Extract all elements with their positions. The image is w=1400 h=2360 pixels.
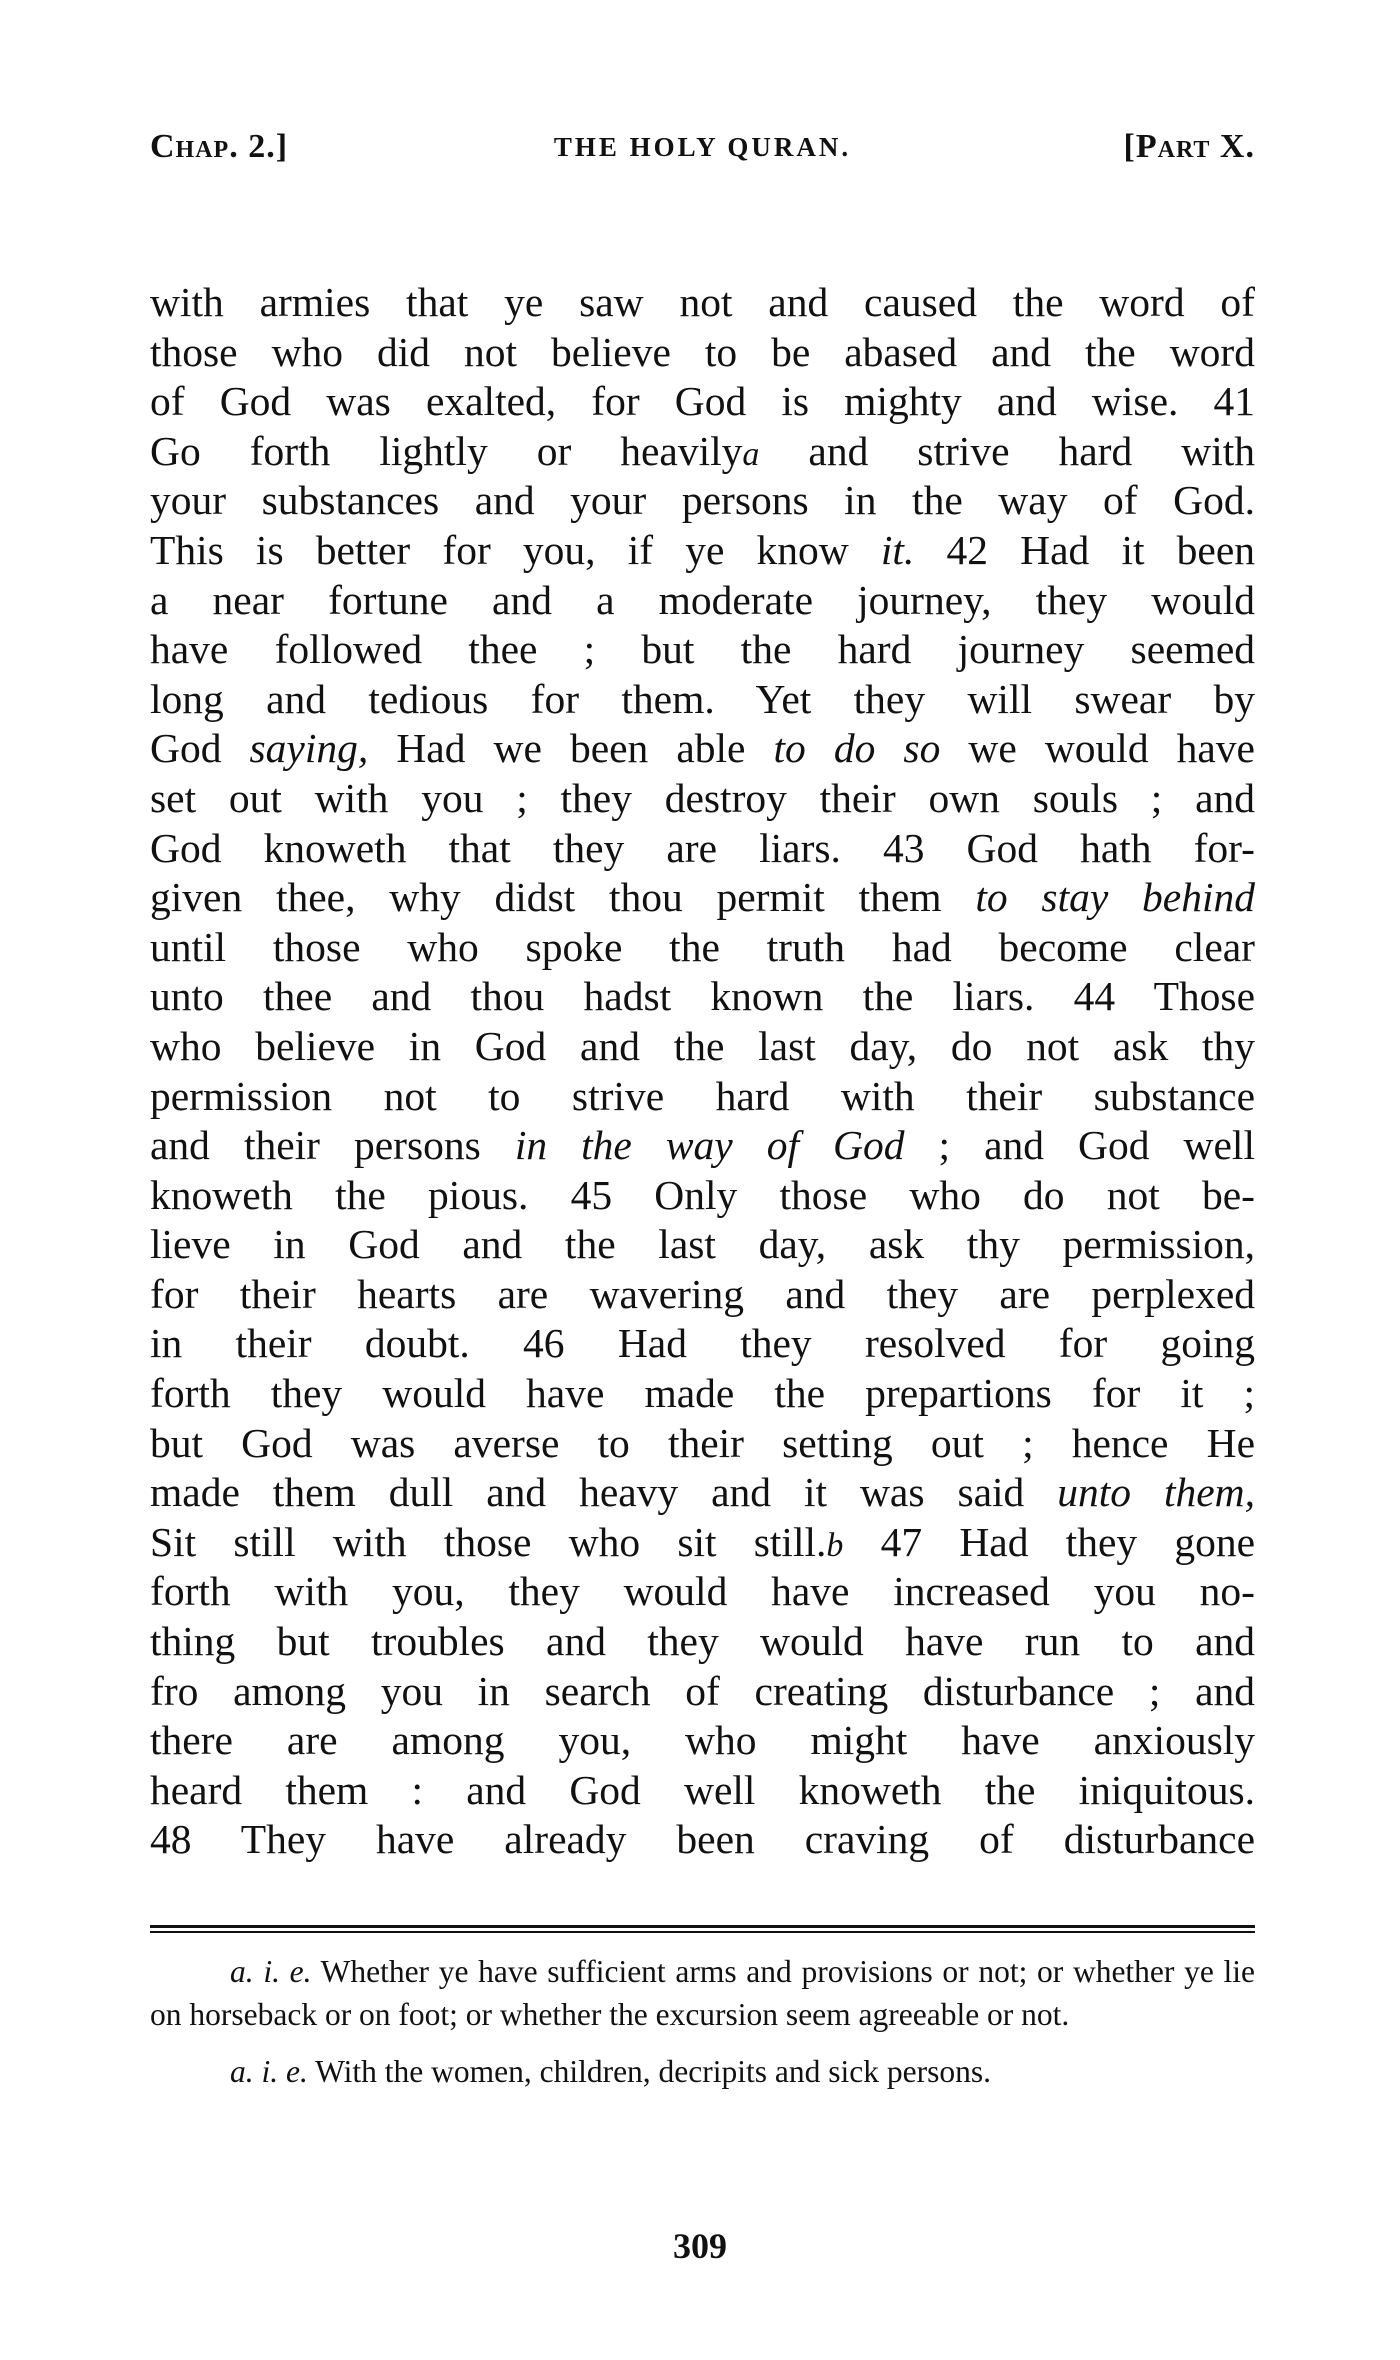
text-segment: thing but troubles and they would have run to and [150, 1618, 1255, 1665]
text-segment: ; and God well [904, 1122, 1255, 1169]
text-line [150, 923, 1255, 973]
text-segment: for their hearts are wavering and they are perplexed [150, 1270, 1255, 1317]
text-segment: fro among you in search of creating disturbance ; and [150, 1667, 1255, 1714]
text-line [150, 675, 1255, 725]
text-line [150, 278, 1255, 328]
text-line [150, 328, 1255, 378]
text-line [150, 377, 1255, 427]
text-line [150, 1617, 1255, 1667]
text-line [150, 427, 1255, 477]
footnote-abbrev: i. e. [263, 1954, 312, 1989]
text-segment: 47 Had they gone [843, 1518, 1255, 1565]
italic-phrase: saying, [249, 725, 369, 772]
footnote-b [150, 2050, 1255, 2093]
footnote-abbrev: i. e. [261, 2054, 308, 2089]
text-line [150, 1518, 1255, 1568]
footnote-text: With the women, children, decripits and sick persons. [307, 2054, 991, 2089]
text-line [150, 1220, 1255, 1270]
text-segment: with armies that ye saw not and caused the word of [150, 279, 1255, 325]
text-line [150, 824, 1255, 874]
text-line [150, 1716, 1255, 1766]
italic-phrase: in the way of God [514, 1122, 905, 1169]
text-segment: there are among you, who might have anxiously [150, 1717, 1255, 1764]
text-line [150, 1171, 1255, 1221]
footnotes [150, 1950, 1255, 2107]
text-segment: forth they would have made the prepartions for it ; [150, 1370, 1255, 1417]
text-segment: in their doubt. 46 Had they resolved for going [150, 1320, 1255, 1367]
text-segment: long and tedious for them. Yet they will swear by [150, 675, 1255, 722]
text-line [150, 476, 1255, 526]
text-line [150, 1766, 1255, 1816]
text-line [150, 972, 1255, 1022]
page-number: 309 [673, 2226, 727, 2266]
text-line [150, 1419, 1255, 1469]
text-segment: set out with you ; they destroy their own souls ; and [150, 774, 1255, 821]
text-line [150, 1567, 1255, 1617]
text-segment: made them dull and heavy and it was said [150, 1469, 1058, 1516]
book-title: THE HOLY QURAN. [553, 132, 852, 162]
footnote-reference: a [742, 435, 760, 473]
main-text [150, 278, 1255, 1865]
text-segment: This is better for you, if ye know [150, 526, 881, 573]
text-line [150, 1369, 1255, 1419]
footnote-separator-rule [150, 1925, 1255, 1933]
text-line [150, 1121, 1255, 1171]
text-segment: of God was exalted, for God is mighty and wise. 41 [150, 378, 1255, 425]
text-segment: given thee, why didst thou permit them [150, 874, 976, 921]
italic-phrase: to do so [773, 725, 941, 772]
italic-phrase: it. [880, 526, 915, 573]
italic-phrase: unto them, [1057, 1469, 1255, 1516]
text-segment: unto thee and thou hadst known the liars. 44 Those [150, 973, 1255, 1020]
text-segment: lieve in God and the last day, ask thy permission, [150, 1221, 1255, 1268]
footnote-marker: a. [230, 2054, 254, 2089]
text-segment: your substances and your persons in the way of God. [150, 477, 1255, 524]
footnote-a [150, 1950, 1255, 2036]
text-segment: a near fortune and a moderate journey, they would [150, 576, 1255, 623]
text-segment: God knoweth that they are liars. 43 God hath for- [150, 824, 1255, 871]
text-line [150, 1270, 1255, 1320]
footnote-reference: b [826, 1526, 844, 1564]
text-segment: Had we been able [368, 725, 774, 772]
text-line [150, 774, 1255, 824]
text-segment: permission not to strive hard with their substance [150, 1072, 1255, 1119]
text-segment: those who did not believe to be abased and the word [150, 328, 1255, 375]
text-segment: 48 They have already been craving of disturbance [150, 1816, 1255, 1863]
text-segment: Sit still with those who sit still. [150, 1518, 827, 1565]
text-line [150, 625, 1255, 675]
footnote-marker: a. [230, 1954, 254, 1989]
text-line [150, 1319, 1255, 1369]
text-line [150, 526, 1255, 576]
text-line [150, 1667, 1255, 1717]
text-line [150, 1468, 1255, 1518]
italic-phrase: to stay behind [975, 874, 1255, 921]
text-line [150, 724, 1255, 774]
part-label: [Part X. [1123, 128, 1255, 165]
text-segment: until those who spoke the truth had become clear [150, 923, 1255, 970]
text-segment: we would have [940, 725, 1255, 772]
text-segment: and strive hard with [759, 427, 1255, 474]
text-segment: 42 Had it been [914, 526, 1255, 573]
text-line [150, 1022, 1255, 1072]
text-segment: forth with you, they would have increased you no- [150, 1568, 1255, 1615]
text-segment: and their persons [150, 1122, 515, 1169]
text-segment: who believe in God and the last day, do not ask thy [150, 1022, 1255, 1069]
footnote-text: Whether ye have sufficient arms and provisions or not; or whether ye lie on horseback or on foot; or whether the excursion seem agreeable or not. [150, 1954, 1255, 2032]
text-segment: have followed thee ; but the hard journey seemed [150, 626, 1255, 673]
text-line [150, 1815, 1255, 1865]
text-segment: God [150, 725, 250, 772]
text-line [150, 873, 1255, 923]
chapter-label: Chap. 2.] [150, 128, 289, 165]
running-head [150, 128, 1255, 178]
text-segment: but God was averse to their setting out ; hence He [150, 1419, 1255, 1466]
text-segment: heard them : and God well knoweth the iniquitous. [150, 1766, 1255, 1813]
text-segment: Go forth lightly or heavily [150, 427, 743, 474]
text-segment: knoweth the pious. 45 Only those who do not be- [150, 1171, 1255, 1218]
text-line [150, 576, 1255, 626]
text-line [150, 1072, 1255, 1122]
